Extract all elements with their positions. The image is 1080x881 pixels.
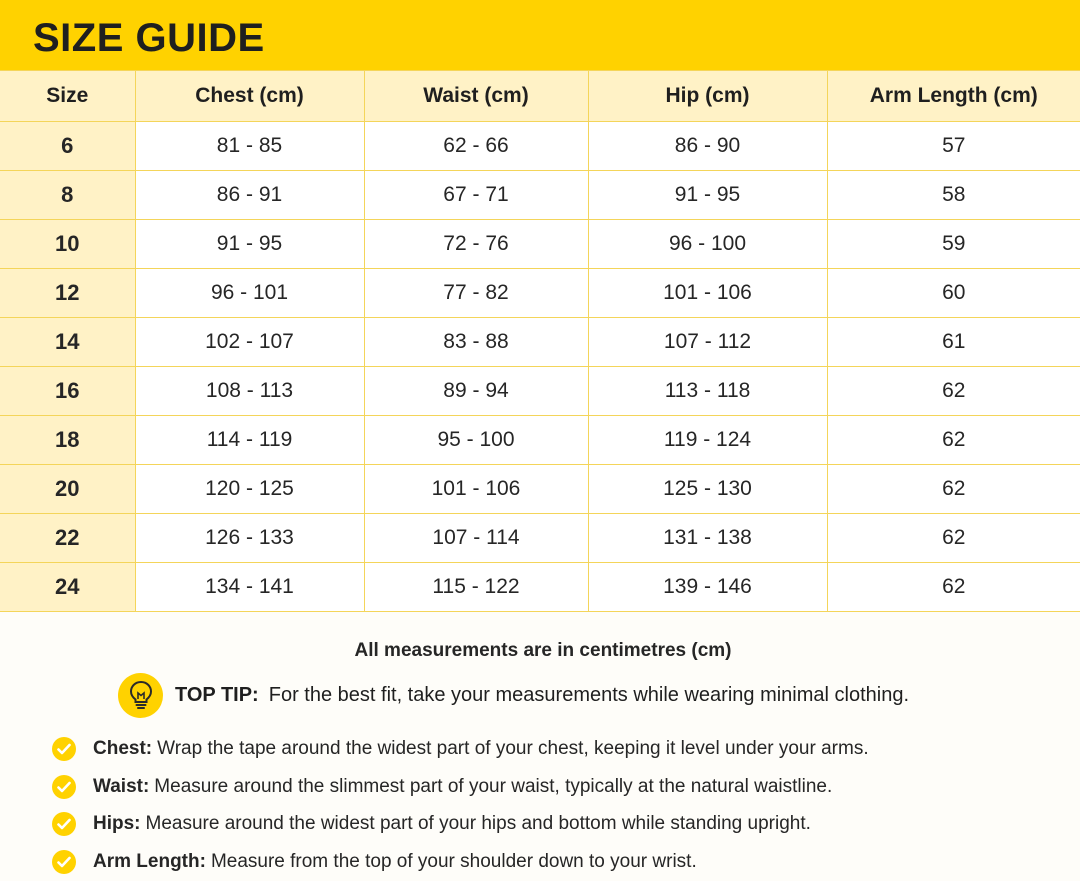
size-table	[0, 70, 1080, 612]
chest-cell: 102 - 107	[135, 318, 364, 367]
size-cell: 10	[0, 220, 135, 269]
size-cell: 18	[0, 416, 135, 465]
arm-length-cell: 59	[827, 220, 1080, 269]
chest-cell: 96 - 101	[135, 269, 364, 318]
hip-cell: 139 - 146	[588, 563, 827, 612]
chest-cell: 86 - 91	[135, 171, 364, 220]
chest-cell: 120 - 125	[135, 465, 364, 514]
size-cell: 6	[0, 122, 135, 171]
top-tip	[118, 672, 909, 718]
arm-length-cell: 61	[827, 318, 1080, 367]
table-row	[0, 367, 1080, 416]
arm-length-cell: 62	[827, 563, 1080, 612]
chest-cell: 81 - 85	[135, 122, 364, 171]
list-item	[52, 768, 869, 806]
table-row	[0, 171, 1080, 220]
size-cell: 12	[0, 269, 135, 318]
table-row	[0, 514, 1080, 563]
instruction-text: Measure from the top of your shoulder down to your wrist.	[210, 850, 697, 872]
waist-cell: 62 - 66	[364, 122, 588, 171]
checkmark-icon	[52, 850, 76, 874]
waist-cell: 115 - 122	[364, 563, 588, 612]
hip-cell: 131 - 138	[588, 514, 827, 563]
chest-cell: 134 - 141	[135, 563, 364, 612]
table-row	[0, 122, 1080, 171]
hip-cell: 96 - 100	[588, 220, 827, 269]
arm-length-cell: 62	[827, 465, 1080, 514]
title-banner	[0, 0, 1080, 70]
instruction-text: Measure around the widest part of your hips and bottom while standing upright.	[145, 813, 811, 835]
waist-cell: 67 - 71	[364, 171, 588, 220]
header-arm-length: Arm Length (cm)	[827, 71, 1080, 122]
checkmark-icon	[52, 812, 76, 836]
waist-cell: 101 - 106	[364, 465, 588, 514]
lightbulb-icon	[118, 673, 163, 718]
list-item	[52, 843, 869, 881]
checkmark-icon	[52, 737, 76, 761]
header-chest: Chest (cm)	[135, 71, 364, 122]
size-cell: 24	[0, 563, 135, 612]
waist-cell: 89 - 94	[364, 367, 588, 416]
instruction-term: Arm Length:	[93, 850, 206, 872]
size-cell: 20	[0, 465, 135, 514]
hip-cell: 119 - 124	[588, 416, 827, 465]
list-item	[52, 805, 869, 843]
arm-length-cell: 62	[827, 416, 1080, 465]
table-row	[0, 416, 1080, 465]
chest-cell: 91 - 95	[135, 220, 364, 269]
instruction-term: Waist:	[93, 775, 150, 797]
tip-label: TOP TIP:	[175, 683, 259, 706]
table-row	[0, 318, 1080, 367]
hip-cell: 101 - 106	[588, 269, 827, 318]
chest-cell: 126 - 133	[135, 514, 364, 563]
hip-cell: 125 - 130	[588, 465, 827, 514]
waist-cell: 95 - 100	[364, 416, 588, 465]
units-note: All measurements are in centimetres (cm)	[354, 640, 732, 661]
chest-cell: 108 - 113	[135, 367, 364, 416]
instruction-text: Wrap the tape around the widest part of your chest, keeping it level under your arms.	[157, 737, 869, 759]
table-row	[0, 220, 1080, 269]
table-row	[0, 269, 1080, 318]
instruction-term: Chest:	[93, 737, 153, 759]
hip-cell: 107 - 112	[588, 318, 827, 367]
table-header-row	[0, 71, 1080, 122]
measurement-instructions	[52, 730, 869, 881]
arm-length-cell: 57	[827, 122, 1080, 171]
table-row	[0, 465, 1080, 514]
waist-cell: 77 - 82	[364, 269, 588, 318]
size-cell: 22	[0, 514, 135, 563]
arm-length-cell: 62	[827, 367, 1080, 416]
table-row	[0, 563, 1080, 612]
page-title: SIZE GUIDE	[33, 16, 265, 60]
list-item	[52, 730, 869, 768]
instruction-term: Hips:	[93, 813, 141, 835]
hip-cell: 113 - 118	[588, 367, 827, 416]
header-size: Size	[0, 71, 135, 122]
checkmark-icon	[52, 775, 76, 799]
hip-cell: 91 - 95	[588, 171, 827, 220]
arm-length-cell: 58	[827, 171, 1080, 220]
waist-cell: 107 - 114	[364, 514, 588, 563]
size-cell: 14	[0, 318, 135, 367]
size-cell: 8	[0, 171, 135, 220]
header-hip: Hip (cm)	[588, 71, 827, 122]
chest-cell: 114 - 119	[135, 416, 364, 465]
header-waist: Waist (cm)	[364, 71, 588, 122]
arm-length-cell: 62	[827, 514, 1080, 563]
arm-length-cell: 60	[827, 269, 1080, 318]
tip-text: For the best fit, take your measurements while wearing minimal clothing.	[268, 683, 910, 706]
hip-cell: 86 - 90	[588, 122, 827, 171]
waist-cell: 83 - 88	[364, 318, 588, 367]
size-cell: 16	[0, 367, 135, 416]
instruction-text: Measure around the slimmest part of your waist, typically at the natural waistline.	[154, 775, 833, 797]
waist-cell: 72 - 76	[364, 220, 588, 269]
